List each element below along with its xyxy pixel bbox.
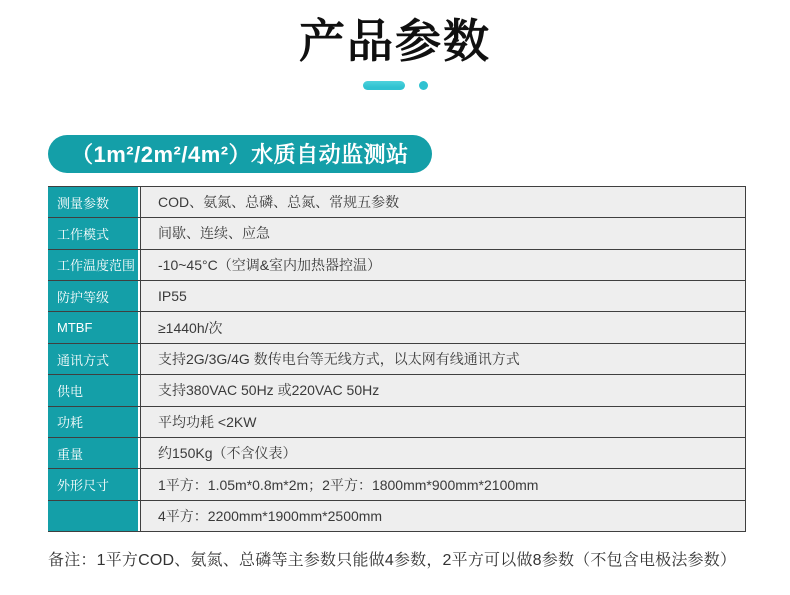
table-row: [48, 375, 745, 406]
spec-value: 1平方：1.05m*0.8m*2m；2平方：1800mm*900mm*2100mm: [140, 469, 745, 499]
title-underline-decoration: [0, 81, 790, 91]
page-title: 产品参数: [299, 15, 491, 67]
underline-bar: [363, 81, 405, 90]
table-row: [48, 469, 745, 500]
table-row: [48, 250, 745, 281]
spec-value: -10~45°C（空调&室内加热器控温）: [140, 250, 745, 280]
spec-value: 支持380VAC 50Hz 或220VAC 50Hz: [140, 375, 745, 405]
spec-label: 外形尺寸: [48, 469, 140, 499]
spec-label: 供电: [48, 375, 140, 405]
table-row: [48, 501, 745, 532]
table-row: [48, 344, 745, 375]
underline-dot: [419, 81, 428, 90]
table-row: [48, 281, 745, 312]
spec-label: 重量: [48, 438, 140, 468]
spec-label: 通讯方式: [48, 344, 140, 374]
spec-label: 工作模式: [48, 218, 140, 248]
spec-value: 约150Kg（不含仪表）: [140, 438, 745, 468]
table-row: [48, 187, 745, 218]
table-row: [48, 218, 745, 249]
spec-value: 支持2G/3G/4G 数传电台等无线方式，以太网有线通讯方式: [140, 344, 745, 374]
spec-label: 功耗: [48, 407, 140, 437]
spec-value: ≥1440h/次: [140, 312, 745, 342]
spec-value: IP55: [140, 281, 745, 311]
product-model-badge: （1m²/2m²/4m²）水质自动监测站: [48, 135, 432, 173]
spec-table: [48, 186, 746, 532]
footnote: 备注：1平方COD、氨氮、总磷等主参数只能做4参数，2平方可以做8参数（不包含电极法参数）: [48, 552, 737, 570]
spec-value: 间歇、连续、应急: [140, 218, 745, 248]
spec-label: 防护等级: [48, 281, 140, 311]
spec-label: [48, 501, 140, 531]
spec-label: MTBF: [48, 312, 140, 342]
spec-value: 4平方：2200mm*1900mm*2500mm: [140, 501, 745, 531]
table-row: [48, 438, 745, 469]
spec-value: COD、氨氮、总磷、总氮、常规五参数: [140, 187, 745, 217]
spec-label: 测量参数: [48, 187, 140, 217]
spec-value: 平均功耗 <2KW: [140, 407, 745, 437]
spec-label: 工作温度范围: [48, 250, 140, 280]
table-row: [48, 407, 745, 438]
table-row: [48, 312, 745, 343]
